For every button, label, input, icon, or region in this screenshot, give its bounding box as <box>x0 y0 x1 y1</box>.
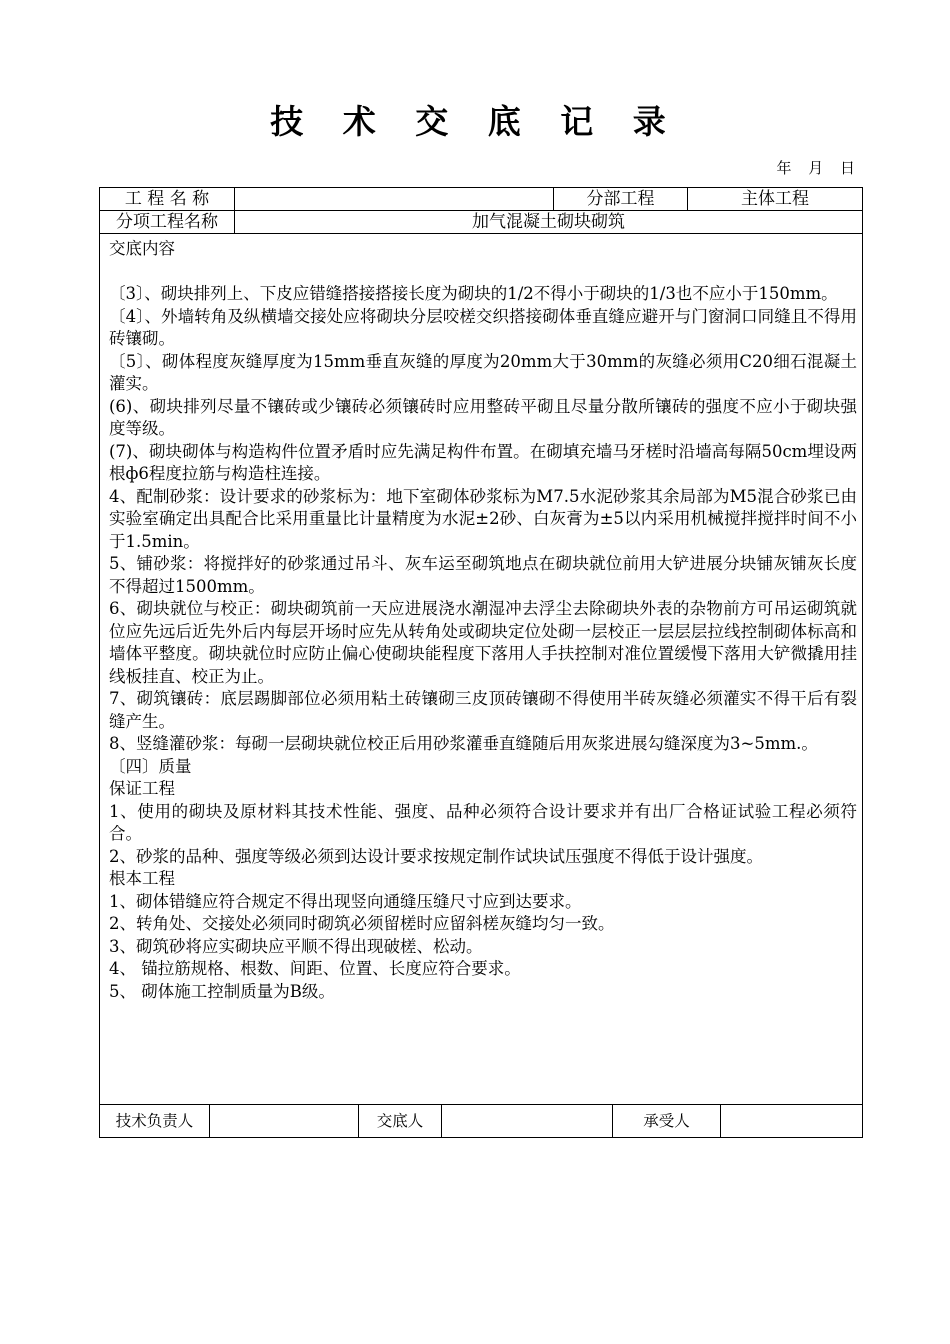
tech-lead-label: 技术负责人 <box>115 1112 194 1130</box>
content-paragraph: 〔4〕、外墙转角及纵横墙交接处应将砌块分层咬槎交织搭接砌体垂直缝应避开与门窗洞口同缝且不得用砖镶砌。 <box>109 306 857 348</box>
content-paragraph: 2、转角处、交接处必须同时砌筑必须留槎时应留斜槎灰缝均匀一致。 <box>109 914 615 933</box>
content-paragraph: 3、砌筑砂将应实砌块应平顺不得出现破槎、松动。 <box>109 936 483 956</box>
content-paragraph: 根本工程 <box>109 869 175 888</box>
content-paragraph: 〔3〕、砌块排列上、下皮应错缝搭接搭接长度为砌块的1/2不得小于砌块的1/3也不应小于150mm。 <box>109 284 838 303</box>
content-paragraph: 〔5〕、砌体程度灰缝厚度为15mm垂直灰缝的厚度为20mm大于30mm的灰缝必须用C20细石混凝土灌实。 <box>109 351 857 393</box>
discloser-field[interactable] <box>442 1105 612 1138</box>
blank-line <box>109 261 857 284</box>
record-sheet <box>99 187 863 1138</box>
page-title: 技 术 交 底 记 录 <box>270 102 680 141</box>
project-name-label: 工 程 名 称 <box>124 189 210 209</box>
receiver-label: 承受人 <box>643 1112 690 1130</box>
header-row-project <box>100 188 862 211</box>
paragraph-list <box>109 283 857 1003</box>
content-paragraph: 8、竖缝灌砂浆：每砌一层砌块就位校正后用砂浆灌垂直缝随后用灰浆进展勾缝深度为3~5mm.。 <box>109 734 818 753</box>
content-paragraph: 保证工程 <box>109 779 175 798</box>
division-value[interactable]: 主体工程 <box>741 189 809 209</box>
subitem-label: 分项工程名称 <box>116 212 218 232</box>
discloser-label: 交底人 <box>376 1112 424 1130</box>
content-paragraph: 4、配制砂浆：设计要求的砂浆标为：地下室砌体砂浆标为M7.5水泥砂浆其余局部为M5混合砂浆已由实验室确定出具配合比采用重量比计量精度为水泥±2砂、白灰膏为±5以内采用机械搅拌搅拌时间不小于1.5min。 <box>109 486 857 551</box>
content-paragraph: 4、 锚拉筋规格、根数、间距、位置、长度应符合要求。 <box>109 959 521 978</box>
content-paragraph: (6)、砌块排列尽量不镶砖或少镶砖必须镶砖时应用整砖平砌且尽量分散所镶砖的强度不应小于砌块强度等级。 <box>109 396 857 438</box>
content-paragraph: 2、砂浆的品种、强度等级必须到达设计要求按规定制作试块试压强度不得低于设计强度。 <box>109 846 763 866</box>
content-paragraph: (7)、砌块砌体与构造构件位置矛盾时应先满足构件布置。在砌填充墙马牙槎时沿墙高每隔50cm埋设两根ф6程度拉筋与构造柱连接。 <box>109 441 857 483</box>
content-paragraph: 5、铺砂浆：将搅拌好的砂浆通过吊斗、灰车运至砌筑地点在砌块就位前用大铲进展分块铺灰铺灰长度不得超过1500mm。 <box>109 554 857 596</box>
content-paragraph: 〔四〕质量 <box>109 756 192 776</box>
content-paragraph: 1、砌体错缝应符合规定不得出现竖向通缝压缝尺寸应到达要求。 <box>109 891 582 911</box>
header-row-subitem <box>100 211 862 234</box>
tech-lead-field[interactable] <box>210 1105 358 1138</box>
content-paragraph: 7、砌筑镶砖：底层踢脚部位必须用粘土砖镶砌三皮顶砖镶砌不得使用半砖灰缝必须灌实不得干后有裂缝产生。 <box>109 689 857 731</box>
content-paragraph: 6、砌块就位与校正：砌块砌筑前一天应进展浇水潮湿冲去浮尘去除砌块外表的杂物前方可吊运砌筑就位应先远后近先外后内每层开场时应先从转角处或砌块定位处砌一层校正一层层层拉线控制砌体标高和墙体平整度。砌块就位时应防止偏心使砌块能程度下落用人手扶控制对准位置缓慢下落用大铲微撬用挂线板挂直、校正为止。 <box>109 599 857 686</box>
content-title: 交底内容 <box>109 239 175 258</box>
content-paragraph: 1、使用的砌块及原材料其技术性能、强度、品种必须符合设计要求并有出厂合格证试验工程必须符合。 <box>109 801 857 843</box>
division-label: 分部工程 <box>586 189 655 209</box>
subitem-value[interactable]: 加气混凝土砌块砌筑 <box>472 212 625 232</box>
signature-row <box>100 1104 862 1138</box>
receiver-field[interactable] <box>721 1105 862 1138</box>
disclosure-content <box>109 238 857 1003</box>
project-name-value[interactable] <box>235 188 553 210</box>
date-label: 年 月 日 <box>776 159 855 177</box>
content-paragraph: 5、 砌体施工控制质量为B级。 <box>109 981 335 1001</box>
